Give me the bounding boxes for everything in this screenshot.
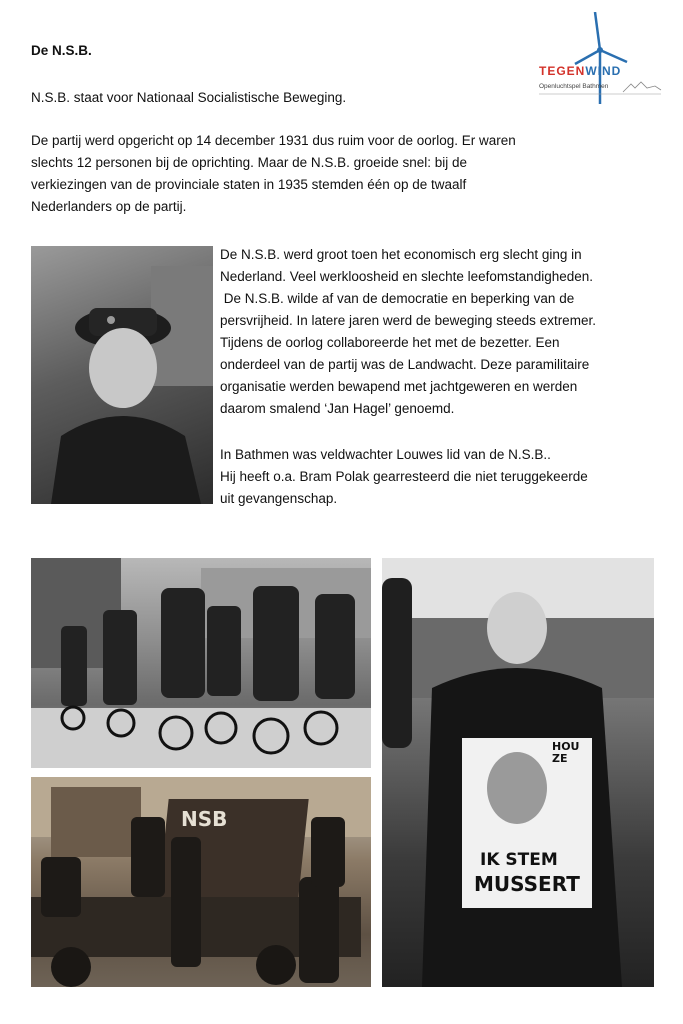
text-line: De N.S.B. werd groot toen het economisch erg slecht ging in <box>220 247 582 262</box>
text-line: Nederlanders op de partij. <box>31 199 187 214</box>
cyclists-photo <box>31 558 371 768</box>
intro-text: N.S.B. staat voor Nationaal Socialistische Beweging. <box>31 90 347 105</box>
text-line: organisatie werden bewapend met jachtgeweren en werden <box>220 379 578 394</box>
text-line: uit gevangenschap. <box>220 491 338 506</box>
text-line: onderdeel van de partij was de Landwacht. Deze paramilitaire <box>220 357 590 372</box>
page-title: De N.S.B. <box>31 43 92 58</box>
windmill-icon <box>535 12 665 107</box>
portrait-photo <box>31 246 213 504</box>
truck-poster-text: NSB <box>181 807 228 831</box>
sign-text-hou-ze: HOU ZE <box>552 740 580 765</box>
text-line: persvrijheid. In latere jaren werd de beweging steeds extremer. <box>220 313 596 328</box>
logo-text-a: TEGEN <box>539 64 586 78</box>
text-line: slechts 12 personen bij de oprichting. Maar de N.S.B. groeide snel: bij de <box>31 155 468 170</box>
text-line: verkiezingen van de provinciale staten in 1935 stemden één op de twaalf <box>31 177 467 192</box>
text-line: daarom smalend ‘Jan Hagel’ genoemd. <box>220 401 455 416</box>
paragraph-growth <box>220 244 640 420</box>
text-line: Hij heeft o.a. Bram Polak gearresteerd die niet teruggekeerde <box>220 469 588 484</box>
logo-subtitle: Openluchtspel Bathmen <box>539 83 609 90</box>
mussert-sign-photo <box>382 558 654 987</box>
text-line: In Bathmen was veldwachter Louwes lid van de N.S.B.. <box>220 447 551 462</box>
truck-photo <box>31 777 371 987</box>
text-line: De partij werd opgericht op 14 december 1931 dus ruim voor de oorlog. Er waren <box>31 133 516 148</box>
text-line: Nederland. Veel werkloosheid en slechte leefomstandigheden. <box>220 269 593 284</box>
text-line: De N.S.B. wilde af van de democratie en beperking van de <box>220 291 575 306</box>
poster-text-ik-stem: IK STEM <box>480 850 558 870</box>
text-line: Tijdens de oorlog collaboreerde het met de bezetter. Een <box>220 335 560 350</box>
paragraph-bathmen <box>220 444 640 510</box>
tegenwind-logo <box>535 12 665 107</box>
poster-text-mussert: MUSSERT <box>474 872 580 896</box>
logo-wordmark <box>539 64 621 78</box>
paragraph-founding <box>31 130 571 218</box>
logo-text-b: WIND <box>585 64 622 78</box>
